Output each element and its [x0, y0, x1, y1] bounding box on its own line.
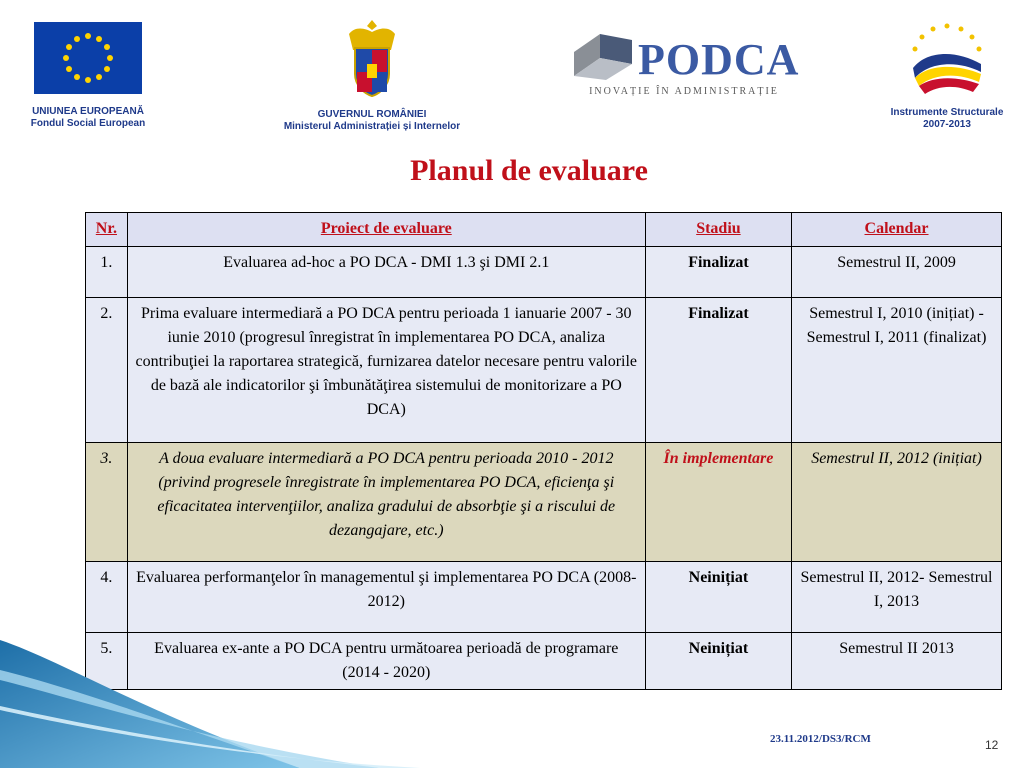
- instrumente-structurale-logo: [872, 20, 1022, 131]
- slide-title: Planul de evaluare: [410, 154, 648, 187]
- eu-caption-line2: Fondul Social European: [30, 118, 146, 129]
- table-row: [86, 247, 1002, 298]
- table-row-highlighted: [86, 443, 1002, 562]
- cell-stadiu: Neinițiat: [645, 633, 791, 690]
- eu-caption-line1: UNIUNEA EUROPEANĂ: [32, 106, 144, 117]
- podca-tagline: INOVAȚIE ÎN ADMINISTRAȚIE: [589, 86, 779, 97]
- cell-nr: 1.: [86, 247, 128, 298]
- instr-caption-line1: Instrumente Structurale: [890, 107, 1004, 118]
- footer-code: 23.11.2012/DS3/RCM: [770, 733, 871, 745]
- table-row: [86, 562, 1002, 633]
- cell-calendar: Semestrul II, 2009: [792, 247, 1002, 298]
- header-nr: Nr.: [86, 213, 128, 247]
- header-calendar: Calendar: [792, 213, 1002, 247]
- evaluation-plan-table: [85, 212, 1002, 690]
- cell-proiect: Evaluarea performanţelor în managementul şi implementarea PO DCA (2008-2012): [127, 562, 645, 633]
- table-row: [86, 298, 1002, 443]
- cell-stadiu: Finalizat: [645, 298, 791, 443]
- podca-logo: [570, 30, 800, 110]
- cell-calendar: Semestrul II 2013: [792, 633, 1002, 690]
- header-stadiu: Stadiu: [645, 213, 791, 247]
- cell-nr: 4.: [86, 562, 128, 633]
- gov-caption: [262, 109, 482, 133]
- eu-caption: [18, 106, 158, 130]
- gov-caption-line2: Ministerul Administrației și Internelor: [283, 121, 461, 132]
- cell-stadiu: Neinițiat: [645, 562, 791, 633]
- instr-caption: [872, 107, 1022, 131]
- cell-nr: 2.: [86, 298, 128, 443]
- cell-proiect: A doua evaluare intermediară a PO DCA pentru perioada 2010 - 2012 (privind progresele înregistrate în implementarea PO DCA, eficienţa şi eficacitatea intervenţiilor, analiza gradului de absorbţie şi a riscului de dezangajare, etc.): [127, 443, 645, 562]
- page-number: 12: [985, 738, 999, 752]
- podca-name: PODCA: [638, 35, 800, 84]
- cell-stadiu: Finalizat: [645, 247, 791, 298]
- cell-nr: 3.: [86, 443, 128, 562]
- cell-proiect: Prima evaluare intermediară a PO DCA pentru perioada 1 ianuarie 2007 - 30 iunie 2010 (progresul înregistrat în implementarea PO DCA, analiza contribuţiei la raportarea strategică, furnizarea datelor necesare pentru valorile de bază ale indicatorilor şi îmbunătăţirea sistemului de monitorizare a PO DCA): [127, 298, 645, 443]
- eu-flag-icon: [34, 22, 142, 94]
- instrumente-structurale-icon: [907, 20, 987, 100]
- cell-proiect: Evaluarea ad-hoc a PO DCA - DMI 1.3 şi DMI 2.1: [127, 247, 645, 298]
- podca-mark-icon: [570, 30, 636, 80]
- cell-calendar: Semestrul II, 2012 (inițiat): [792, 443, 1002, 562]
- cell-proiect: Evaluarea ex-ante a PO DCA pentru următoarea perioadă de programare (2014 - 2020): [127, 633, 645, 690]
- eu-logo: [18, 22, 158, 130]
- coat-of-arms-icon: [341, 16, 403, 100]
- cell-nr: 5.: [86, 633, 128, 690]
- cell-calendar: Semestrul II, 2012- Semestrul I, 2013: [792, 562, 1002, 633]
- decorative-wave: [0, 640, 420, 768]
- table-header-row: [86, 213, 1002, 247]
- government-logo: [262, 16, 482, 133]
- cell-stadiu: În implementare: [645, 443, 791, 562]
- instr-caption-line2: 2007-2013: [923, 119, 971, 130]
- header-proiect: Proiect de evaluare: [127, 213, 645, 247]
- gov-caption-line1: GUVERNUL ROMÂNIEI: [317, 109, 427, 120]
- cell-calendar: Semestrul I, 2010 (inițiat) - Semestrul I, 2011 (finalizat): [792, 298, 1002, 443]
